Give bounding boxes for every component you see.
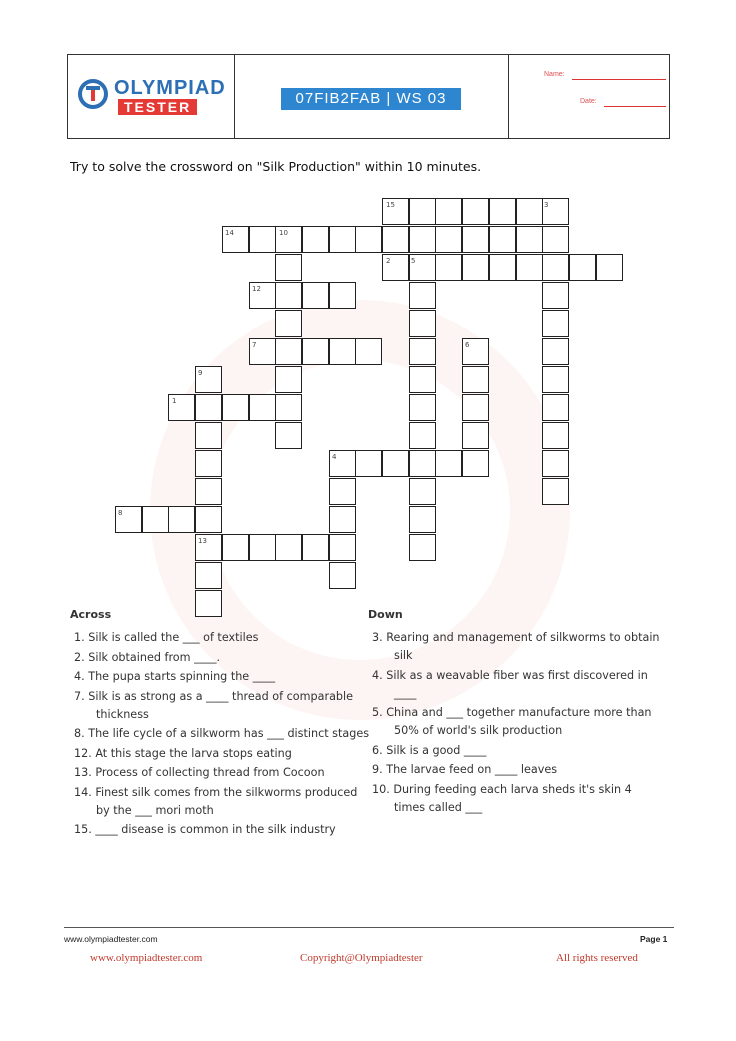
footer-website-red[interactable]: www.olympiadtester.com [90, 952, 203, 964]
crossword-cell[interactable] [329, 534, 356, 561]
down-clue: 3. Rearing and management of silkworms to obtain silk [372, 631, 660, 662]
across-clue: 4. The pupa starts spinning the ____ [74, 670, 276, 683]
clue-number-3: 3 [544, 201, 549, 209]
footer-divider [64, 927, 674, 928]
crossword-cell[interactable] [542, 478, 569, 505]
crossword-cell[interactable] [462, 422, 489, 449]
clue-number-7: 7 [252, 341, 257, 349]
crossword-cell[interactable] [489, 226, 516, 253]
crossword-cell[interactable] [355, 226, 382, 253]
crossword-cell[interactable] [409, 198, 436, 225]
crossword-cell[interactable] [275, 534, 302, 561]
crossword-cell[interactable] [195, 422, 222, 449]
instruction-text: Try to solve the crossword on "Silk Production" within 10 minutes. [70, 159, 482, 174]
across-clue: 1. Silk is called the ___ of textiles [74, 631, 259, 644]
crossword-cell[interactable] [489, 198, 516, 225]
crossword-cell[interactable] [542, 450, 569, 477]
crossword-cell[interactable] [542, 366, 569, 393]
crossword-cell[interactable] [409, 534, 436, 561]
down-heading: Down [368, 608, 403, 621]
crossword-cell[interactable] [516, 198, 543, 225]
logo-text-top: OLYMPIAD [114, 77, 226, 99]
clue-number-15: 15 [386, 201, 395, 209]
crossword-cell[interactable] [355, 338, 382, 365]
crossword-cell[interactable] [435, 226, 462, 253]
clue-number-10: 10 [279, 229, 288, 237]
crossword-cell[interactable] [275, 394, 302, 421]
across-clue: 15. ____ disease is common in the silk industry [74, 823, 336, 836]
crossword-cell[interactable] [249, 226, 276, 253]
down-clue: 4. Silk as a weavable fiber was first discovered in ____ [372, 668, 648, 700]
crossword-cell[interactable] [409, 338, 436, 365]
crossword-cell[interactable] [195, 562, 222, 589]
across-clue: 12. At this stage the larva stops eating [74, 746, 292, 760]
crossword-cell[interactable] [489, 254, 516, 281]
crossword-cell[interactable] [409, 366, 436, 393]
crossword-cell[interactable] [302, 282, 329, 309]
crossword-cell[interactable] [329, 562, 356, 589]
crossword-cell[interactable] [542, 282, 569, 309]
crossword-cell[interactable] [329, 282, 356, 309]
down-clue-list [372, 629, 662, 818]
page-number: Page 1 [640, 934, 668, 944]
across-clue: 13. Process of collecting thread from Cocoon [74, 766, 325, 779]
crossword-cell[interactable] [275, 366, 302, 393]
crossword-cell[interactable] [195, 506, 222, 533]
crossword-cell[interactable] [275, 310, 302, 337]
logo-text-bottom: TESTER [118, 99, 197, 115]
across-clue: 8. The life cycle of a silkworm has ___ distinct stages [74, 727, 370, 740]
crossword-cell[interactable] [409, 478, 436, 505]
crossword-cell[interactable] [249, 534, 276, 561]
crossword-cell[interactable] [329, 478, 356, 505]
crossword-cell[interactable] [435, 450, 462, 477]
crossword-cell[interactable] [409, 310, 436, 337]
crossword-cell[interactable] [222, 394, 249, 421]
clue-number-13: 13 [198, 537, 207, 545]
crossword-cell[interactable] [195, 394, 222, 421]
crossword-cell[interactable] [596, 254, 623, 281]
footer-copyright: Copyright@Olympiadtester [300, 952, 423, 964]
crossword-cell[interactable] [462, 254, 489, 281]
crossword-cell[interactable] [409, 450, 436, 477]
crossword-cell[interactable] [542, 310, 569, 337]
crossword-cell[interactable] [542, 338, 569, 365]
crossword-cell[interactable] [168, 506, 195, 533]
clue-number-14: 14 [225, 229, 234, 237]
across-clue: 7. Silk is as strong as a ____ thread of comparable thickness [74, 689, 354, 721]
worksheet-code: 07FIB2FAB | WS 03 [281, 88, 461, 110]
crossword-cell[interactable] [329, 506, 356, 533]
crossword-cell[interactable] [569, 254, 596, 281]
crossword-cell[interactable] [195, 478, 222, 505]
date-label: Date: [580, 98, 597, 105]
down-clue: 9. The larvae feed on ____ leaves [372, 763, 558, 776]
crossword-cell[interactable] [462, 366, 489, 393]
crossword-cell[interactable] [302, 226, 329, 253]
name-label: Name: [544, 71, 565, 78]
down-clue: 5. China and ___ together manufacture more than 50% of world's silk production [372, 706, 652, 737]
down-clue: 10. During feeding each larva sheds it's skin 4 times called ___ [372, 782, 632, 814]
across-heading: Across [70, 608, 112, 621]
clue-number-5: 5 [411, 257, 416, 265]
crossword-cell[interactable] [329, 226, 356, 253]
crossword-cell[interactable] [195, 450, 222, 477]
crossword-cell[interactable] [409, 422, 436, 449]
crossword-cell[interactable] [275, 338, 302, 365]
crossword-cell[interactable] [382, 226, 409, 253]
crossword-cell[interactable] [542, 422, 569, 449]
crossword-cell[interactable] [142, 506, 169, 533]
crossword-cell[interactable] [462, 394, 489, 421]
crossword-cell[interactable] [409, 226, 436, 253]
crossword-cell[interactable] [302, 534, 329, 561]
crossword-cell[interactable] [516, 226, 543, 253]
crossword-cell[interactable] [462, 226, 489, 253]
crossword-cell[interactable] [302, 338, 329, 365]
crossword-cell[interactable] [249, 394, 276, 421]
clue-number-1: 1 [172, 397, 177, 405]
across-clue: 14. Finest silk comes from the silkworms produced by the ___ mori moth [74, 785, 358, 817]
across-clue: 2. Silk obtained from ____. [74, 650, 221, 664]
crossword-cell[interactable] [222, 534, 249, 561]
crossword-cell[interactable] [462, 198, 489, 225]
footer-website[interactable]: www.olympiadtester.com [64, 934, 158, 944]
crossword-cell[interactable] [409, 394, 436, 421]
crossword-cell[interactable] [435, 254, 462, 281]
crossword-cell[interactable] [435, 198, 462, 225]
crossword-cell[interactable] [195, 590, 222, 617]
down-clue: 6. Silk is a good ____ [372, 743, 487, 757]
footer-rights: All rights reserved [556, 952, 638, 964]
clue-number-4: 4 [332, 453, 337, 461]
crossword-cell[interactable] [275, 282, 302, 309]
crossword-cell[interactable] [409, 506, 436, 533]
clue-number-9: 9 [198, 369, 203, 377]
clue-number-8: 8 [118, 509, 123, 517]
crossword-cell[interactable] [329, 338, 356, 365]
clue-number-12: 12 [252, 285, 261, 293]
clue-number-2: 2 [386, 257, 391, 265]
crossword-cell[interactable] [382, 450, 409, 477]
crossword-cell[interactable] [516, 254, 543, 281]
crossword-cell[interactable] [275, 254, 302, 281]
across-clue-list [74, 629, 374, 841]
clue-number-6: 6 [465, 341, 470, 349]
crossword-cell[interactable] [275, 422, 302, 449]
crossword-cell[interactable] [355, 450, 382, 477]
crossword-cell[interactable] [462, 450, 489, 477]
crossword-cell[interactable] [409, 282, 436, 309]
crossword-cell[interactable] [542, 226, 569, 253]
crossword-cell[interactable] [542, 394, 569, 421]
crossword-cell[interactable] [542, 254, 569, 281]
